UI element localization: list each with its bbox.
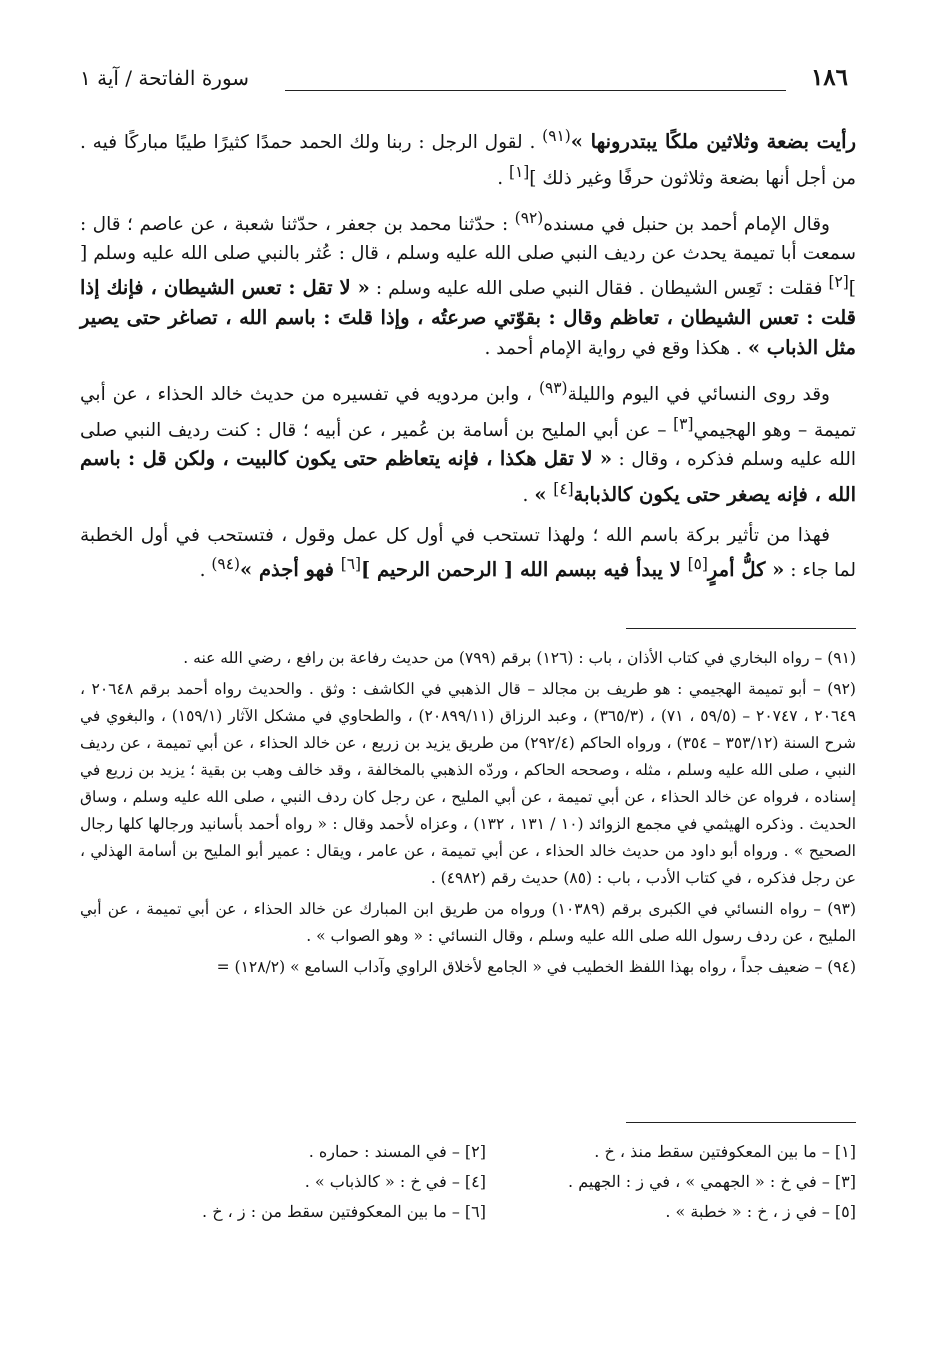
manuscript-variants [80, 1142, 856, 1232]
hadith-quote: رأيت بضعة وثلاثين ملكًا يبتدرونها » [570, 130, 856, 154]
hadith-quote: « لا تقل : تعس الشيطان ، فإنك إذا قلت : تعس الشيطان ، تعاظم وقال : بقوّتي صرعتُه ، وإذا قلتَ : باسم الله ، تصاغر حتى يصير مثل الذباب » [80, 276, 856, 359]
variant-row [80, 1202, 856, 1232]
variant-row [80, 1142, 856, 1172]
paragraph-text: وقال الإمام أحمد بن حنبل في مسنده [543, 214, 830, 236]
hadith-quote: « لا تقل هكذا ، فإنه يتعاظم حتى يكون كالبيت ، ولكن قل : باسم الله ، فإنه يصغر حتى يكون كالذبابة [80, 447, 856, 507]
paragraph-text: . [522, 485, 535, 507]
footnote-92: (٩٢) – أبو تميمة الهجيمي : هو طريف بن مجالد – قال الذهبي في الكاشف : وثق . والحديث رواه أحمد برقم ٢٠٦٤٨ ، ٢٠٦٤٩ ، ٢٠٧٤٧ – (٥٩/٥ ، ٧١) ، (٣٦٥/٣) ، وعبد الرزاق (٢٠٨٩٩/١١) ، والطحاوي في مشكل الآثار (١٥٩/١) ، والبغوي في شرح السنة (٣٥٣/١٢ – ٣٥٤) ، ورواه الحاكم (٢٩٢/٤) من طريق يزيد بن زريع ، عن خالد الحذاء ، عن أبي تميمة ، عن رديف النبي ، صلى الله عليه وسلم ، مثله ، وصححه الحاكم ، وردّه الذهبي بالمخالفة ، وقد خالف وهب بن بقية ؛ يزيد بن زريع في إسناده ، فرواه عن خالد الحذاء ، عن أبي تميمة ، عن أبي المليح ، عن رجل كان ردف النبي ، صلى الله عليه وسلم ، وساق الحديث . وذكره الهيثمي في مجمع الزوائد (١٠ / ١٣١ ، ١٣٢) ، وعزاه لأحمد وقال : « رواه أحمد بأسانيد ورجالها كلها رجال الصحيح » . ورواه أبو داود من حديث خالد الحذاء ، عن أبي تميمة ، عن عامر ، ويقال : عمير أبو المليح بن أسامة الهذلي ، عن رجل فذكره ، في كتاب الأدب ، باب : (٨٥) حديث رقم (٤٩٨٢) . [80, 680, 857, 887]
footnote-93: (٩٣) – رواه النسائي في الكبرى برقم (١٠٣٨٩) ورواه من طريق ابن المبارك عن خالد الحذاء ، عن أبي تميمة ، عن أبي المليح ، عن ردف رسول الله صلى الله عليه وسلم ، وقال النسائي : « وهو الصواب » . [80, 900, 857, 945]
variant-ref-3: [٣] [673, 414, 694, 433]
header-rule [285, 90, 786, 91]
variant-note-6: [٦] – ما بين المعكوفتين سقط من : ز ، خ . [202, 1202, 486, 1221]
hadith-quote-end: فهو أجذم » [240, 558, 341, 582]
paragraph-text: : حدّثنا محمد بن جعفر ، حدّثنا شعبة ، عن عاصم ؛ قال : سمعت أبا تميمة يحدث عن رديف النبي صلى الله عليه وسلم ، قال : عُثر بالنبي صلى الله عليه وسلم [ ] [80, 214, 856, 300]
hadith-quote: « كلُّ أمرٍ [707, 558, 785, 582]
footnote-ref-91: (٩١) [542, 127, 571, 145]
variant-ref-2: [٢] [828, 273, 849, 292]
footnote-91: (٩١) – رواه البخاري في كتاب الأذان ، باب : (١٢٦) برقم (٧٩٩) من حديث رفاعة بن رافع ، رضي الله عنه . [183, 649, 856, 667]
paragraph-1 [80, 122, 856, 193]
main-text [80, 122, 856, 597]
paragraph-4 [80, 522, 856, 586]
variant-ref-5: [٥] [687, 555, 708, 574]
variant-row [80, 1172, 856, 1202]
footnotes [80, 645, 856, 985]
footnote-ref-93: (٩٣) [538, 379, 568, 398]
hadith-quote: لا يبدأ فيه ببسم الله [ الرحمن الرحيم ] [361, 558, 688, 582]
footnote-ref-94: (٩٤) [211, 555, 240, 574]
paragraph-text: وقد روى النسائي في اليوم والليلة [567, 384, 830, 406]
variant-ref-6: [٦] [340, 555, 362, 574]
variants-separator [626, 1122, 856, 1123]
paragraph-text: ، وابن مردويه في تفسيره من حديث خالد الحذاء ، عن أبي تميمة – وهو الهجيمي [80, 384, 856, 441]
variant-note-4: [٤] – في خ : « كالذباب » . [304, 1172, 486, 1191]
page-number: ١٨٦ [810, 64, 848, 91]
paragraph-2 [80, 204, 856, 363]
variant-note-3: [٣] – في خ : « الجهمي » ، في ز : الجهيم . [568, 1172, 856, 1191]
paragraph-text: . لقول الرجل : ربنا ولك الحمد حمدًا كثيرًا طيبًا مباركًا فيه . من أجل أنها بضعة وثلاثون حرفًا وغير ذلك ] [80, 132, 856, 189]
paragraph-3 [80, 374, 856, 510]
footnote-separator [626, 628, 856, 629]
variant-note-1: [١] – ما بين المعكوفتين سقط منذ ، خ . [594, 1142, 856, 1161]
paragraph-text: فقلت : تَعِس الشيطان . فقال النبي صلى الله عليه وسلم : [369, 278, 829, 300]
page-header [80, 64, 848, 100]
paragraph-text: . هكذا وقع في رواية الإمام أحمد . [484, 337, 748, 359]
footnote-ref-92: (٩٢) [514, 209, 544, 228]
variant-ref-4: [٤] [553, 479, 574, 498]
variant-note-2: [٢] – في المسند : حماره . [308, 1142, 486, 1161]
paragraph-text: فهذا من تأثير بركة باسم الله ؛ ولهذا تستحب في أول كل عمل وقول ، فتستحب في أول الخطبة لما جاء : [80, 524, 856, 582]
paragraph-text: – عن أبي المليح بن أسامة بن عُمير ، عن أبيه ؛ قال : كنت رديف النبي صلى الله عليه وسلم فذكره ، وقال : [80, 419, 856, 471]
variant-note-5: [٥] – في ز ، خ : « خطبة » . [665, 1202, 856, 1221]
paragraph-text: . [497, 167, 509, 189]
hadith-quote-end: » [534, 483, 554, 507]
variant-ref-1: [١] [508, 162, 530, 181]
running-title: سورة الفاتحة / آية ١ [80, 66, 250, 90]
footnote-94: (٩٤) – ضعيف جداً ، رواه بهذا اللفظ الخطيب في « الجامع لأخلاق الراوي وآداب السامع » (١٢٨/٢) = [216, 958, 856, 976]
paragraph-text: . [199, 560, 212, 582]
